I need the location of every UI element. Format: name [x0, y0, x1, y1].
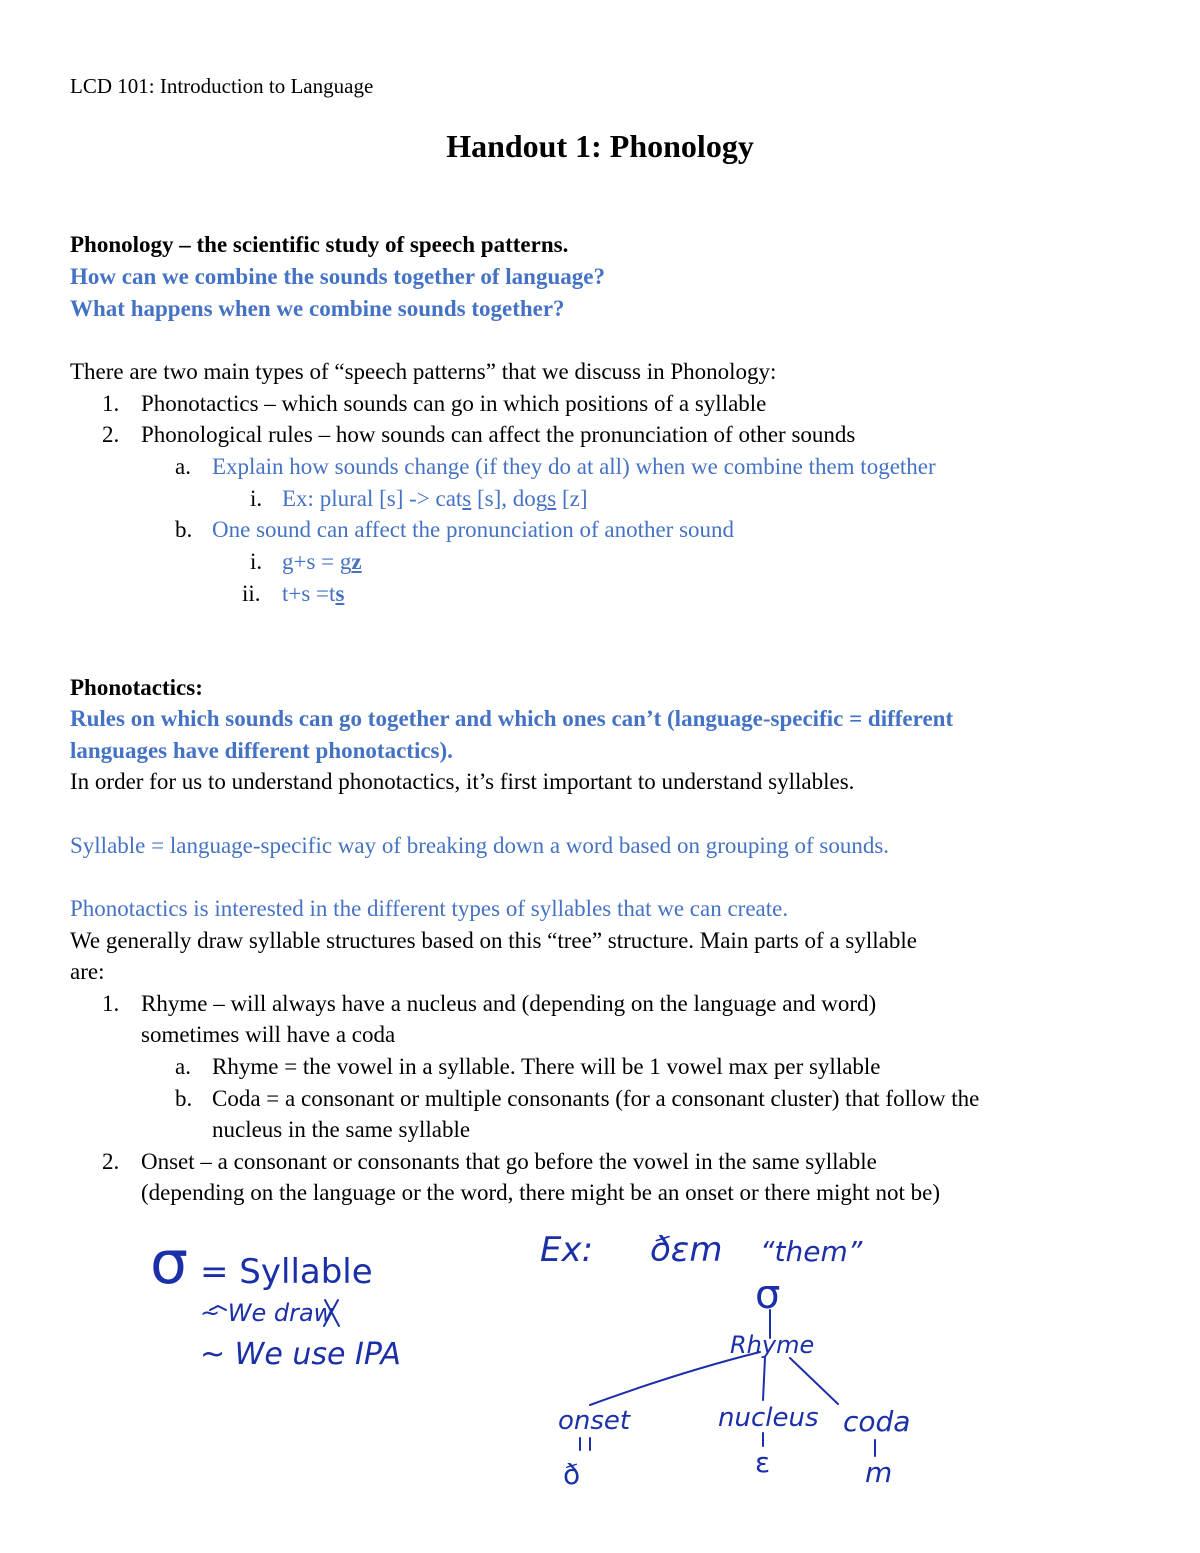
phonotactics-heading: Phonotactics: — [70, 675, 203, 700]
tree-root-sigma: σ — [755, 1272, 781, 1318]
course-header: LCD 101: Introduction to Language — [70, 74, 374, 98]
list1-marker-b-i: i. — [250, 549, 263, 574]
example-ipa: ðɛm — [650, 1230, 723, 1270]
list2-subitem-coda-line1: Coda = a consonant or multiple consonants (for a consonant cluster) that follow the — [212, 1086, 980, 1111]
page-title: Handout 1: Phonology — [446, 128, 754, 164]
tree-node-rhyme: Rhyme — [730, 1331, 815, 1359]
understand-syllables: In order for us to understand phonotactics, it’s first important to understand syllables. — [70, 769, 855, 794]
list2-marker-a: a. — [175, 1054, 191, 1079]
list2-subitem-rhyme: Rhyme = the vowel in a syllable. There will be 1 vowel max per syllable — [212, 1054, 881, 1079]
intro-text: There are two main types of “speech patterns” that we discuss in Phonology: — [70, 359, 777, 384]
list1-marker-b-ii: ii. — [242, 581, 261, 606]
question-1: How can we combine the sounds together of language? — [70, 264, 605, 289]
tree-structure-line2: are: — [70, 959, 105, 984]
note-we-use-ipa: ~ We use IPA — [200, 1337, 401, 1372]
list1-marker-a-i: i. — [250, 486, 263, 511]
example-label: Ex: — [540, 1230, 594, 1270]
tree-seg-nucleus: ɛ — [755, 1446, 771, 1479]
sigma-symbol: σ — [150, 1228, 189, 1298]
example-ts: t+s =ts — [282, 581, 345, 606]
list2-marker-b: b. — [175, 1086, 193, 1111]
list2-marker-2: 2. — [102, 1149, 120, 1174]
list1-marker-1: 1. — [102, 391, 120, 416]
note-we-draw: ~ We draw — [200, 1299, 334, 1327]
question-2: What happens when we combine sounds together? — [70, 296, 565, 321]
list2-subitem-coda-line2: nucleus in the same syllable — [212, 1117, 471, 1142]
list2-item-rhyme-line1: Rhyme – will always have a nucleus and (depending on the language and word) — [141, 991, 877, 1016]
phonotactics-rules-line2: languages have different phonotactics). — [70, 738, 453, 763]
list1-subitem-b: One sound can affect the pronunciation of another sound — [212, 517, 735, 542]
plural-example: Ex: plural [s] -> cats [s], dogs [z] — [282, 486, 588, 511]
list1-item-phonological-rules: Phonological rules – how sounds can affect the pronunciation of other sounds — [141, 422, 856, 447]
tree-seg-onset: ð — [563, 1458, 581, 1491]
list2-marker-1: 1. — [102, 991, 120, 1016]
phonotactics-rules-line1: Rules on which sounds can go together and which ones can’t (language-specific = different — [70, 706, 954, 731]
example-word: “them” — [760, 1235, 863, 1268]
tree-node-onset: onset — [558, 1406, 631, 1436]
list2-item-rhyme-line2: sometimes will have a coda — [141, 1022, 396, 1047]
tree-seg-coda: m — [865, 1456, 893, 1489]
list1-marker-2: 2. — [102, 422, 120, 447]
list1-marker-a: a. — [175, 454, 191, 479]
phonology-definition: Phonology – the scientific study of speech patterns. — [70, 232, 569, 257]
list1-item-phonotactics: Phonotactics – which sounds can go in which positions of a syllable — [141, 391, 767, 416]
phonotactics-interest: Phonotactics is interested in the different types of syllables that we can create. — [70, 896, 789, 921]
list1-marker-b: b. — [175, 517, 193, 542]
syllable-definition: Syllable = language-specific way of breaking down a word based on grouping of sounds. — [70, 833, 890, 858]
list2-item-onset-line1: Onset – a consonant or consonants that go before the vowel in the same syllable — [141, 1149, 877, 1174]
tree-node-coda: coda — [843, 1405, 911, 1438]
tree-node-nucleus: nucleus — [718, 1403, 819, 1433]
tree-structure-line1: We generally draw syllable structures based on this “tree” structure. Main parts of a syllable — [70, 928, 917, 953]
list1-subitem-a: Explain how sounds change (if they do at all) when we combine them together — [212, 454, 936, 479]
list2-item-onset-line2: (depending on the language or the word, there might be an onset or there might not be) — [141, 1180, 941, 1205]
example-gs: g+s = gz — [282, 549, 362, 574]
sigma-equals-syllable: = Syllable — [200, 1252, 373, 1292]
